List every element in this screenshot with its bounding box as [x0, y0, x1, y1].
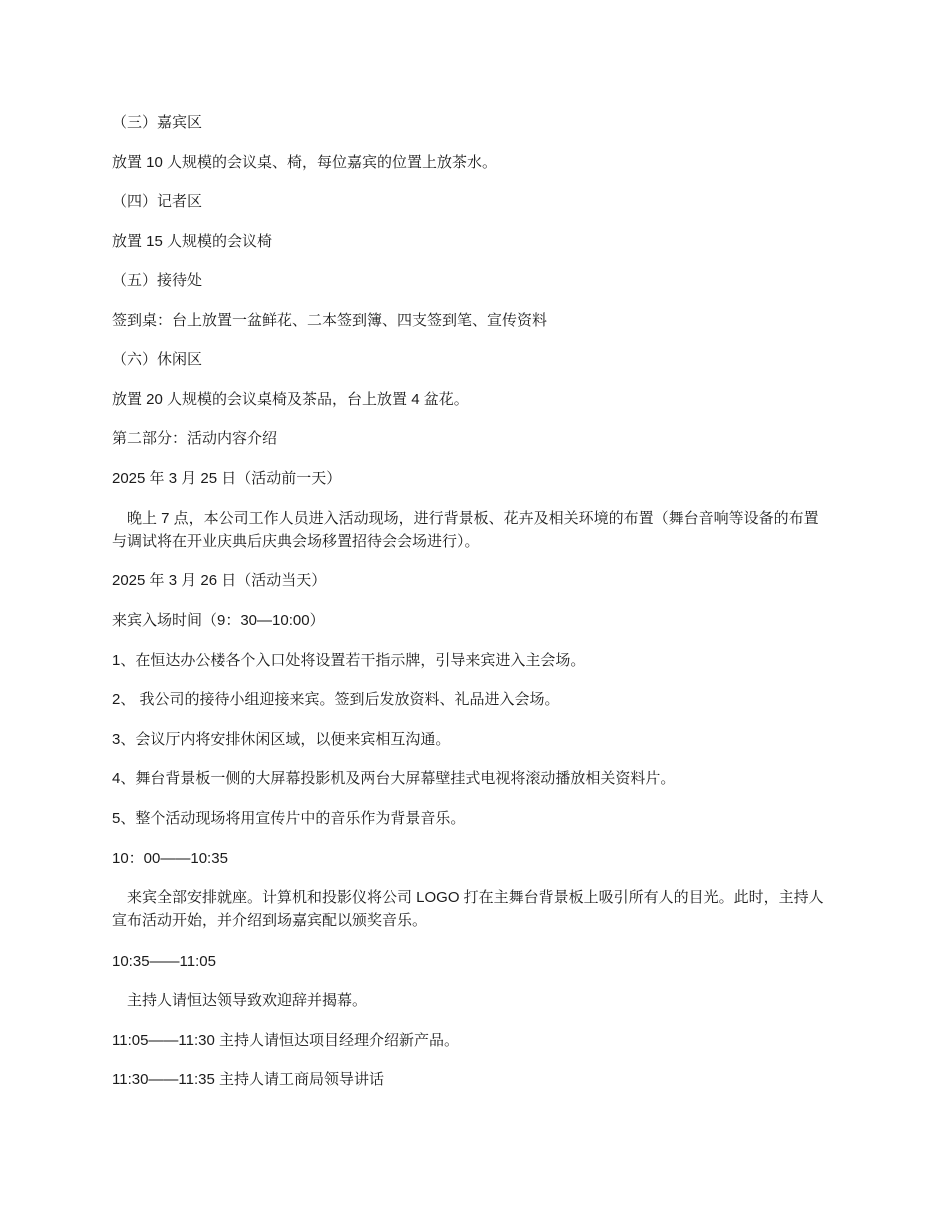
part-heading: 第二部分：活动内容介绍	[112, 430, 278, 447]
paragraph: 晚上 7 点，本公司工作人员进入活动现场，进行背景板、花卉及相关环境的布置（舞台音响等设备的布置与调试将在开业庆典后庆典会场移置招待会会场进行）。	[112, 510, 819, 550]
paragraph: 签到桌：台上放置一盆鲜花、二本签到簿、四支签到笔、宣传资料	[112, 312, 548, 329]
paragraph: 放置 20 人规模的会议桌椅及茶品，台上放置 4 盆花。	[112, 391, 469, 408]
date-heading: 2025 年 3 月 25 日（活动前一天）	[112, 470, 342, 487]
section-heading-guest-area: （三）嘉宾区	[112, 114, 203, 131]
section-heading-press-area: （四）记者区	[112, 193, 203, 210]
time-heading: 10:35——11:05	[112, 953, 216, 970]
paragraph: 主持人请恒达领导致欢迎辞并揭幕。	[112, 992, 368, 1009]
paragraph: 来宾全部安排就座。计算机和投影仪将公司 LOGO 打在主舞台背景板上吸引所有人的目光。此时，主持人宣布活动开始，并介绍到场嘉宾配以颁奖音乐。	[112, 889, 824, 929]
date-heading: 2025 年 3 月 26 日（活动当天）	[112, 572, 327, 589]
paragraph: 放置 15 人规模的会议椅	[112, 233, 273, 250]
list-item: 5、整个活动现场将用宣传片中的音乐作为背景音乐。	[112, 810, 466, 827]
time-heading: 来宾入场时间（9：30—10:00）	[112, 612, 325, 629]
time-heading: 10：00——10:35	[112, 850, 228, 867]
section-heading-lounge: （六）休闲区	[112, 351, 203, 368]
section-heading-reception: （五）接待处	[112, 272, 203, 289]
list-item: 1、在恒达办公楼各个入口处将设置若干指示牌，引导来宾进入主会场。	[112, 652, 586, 669]
list-item: 3、会议厅内将安排休闲区域，以便来宾相互沟通。	[112, 731, 451, 748]
schedule-item: 11:05——11:30 主持人请恒达项目经理介绍新产品。	[112, 1032, 460, 1049]
paragraph: 放置 10 人规模的会议桌、椅，每位嘉宾的位置上放茶水。	[112, 154, 498, 171]
list-item: 4、舞台背景板一侧的大屏幕投影机及两台大屏幕壁挂式电视将滚动播放相关资料片。	[112, 770, 676, 787]
schedule-item: 11:30——11:35 主持人请工商局领导讲话	[112, 1071, 385, 1088]
list-item: 2、 我公司的接待小组迎接来宾。签到后发放资料、礼品进入会场。	[112, 691, 560, 708]
